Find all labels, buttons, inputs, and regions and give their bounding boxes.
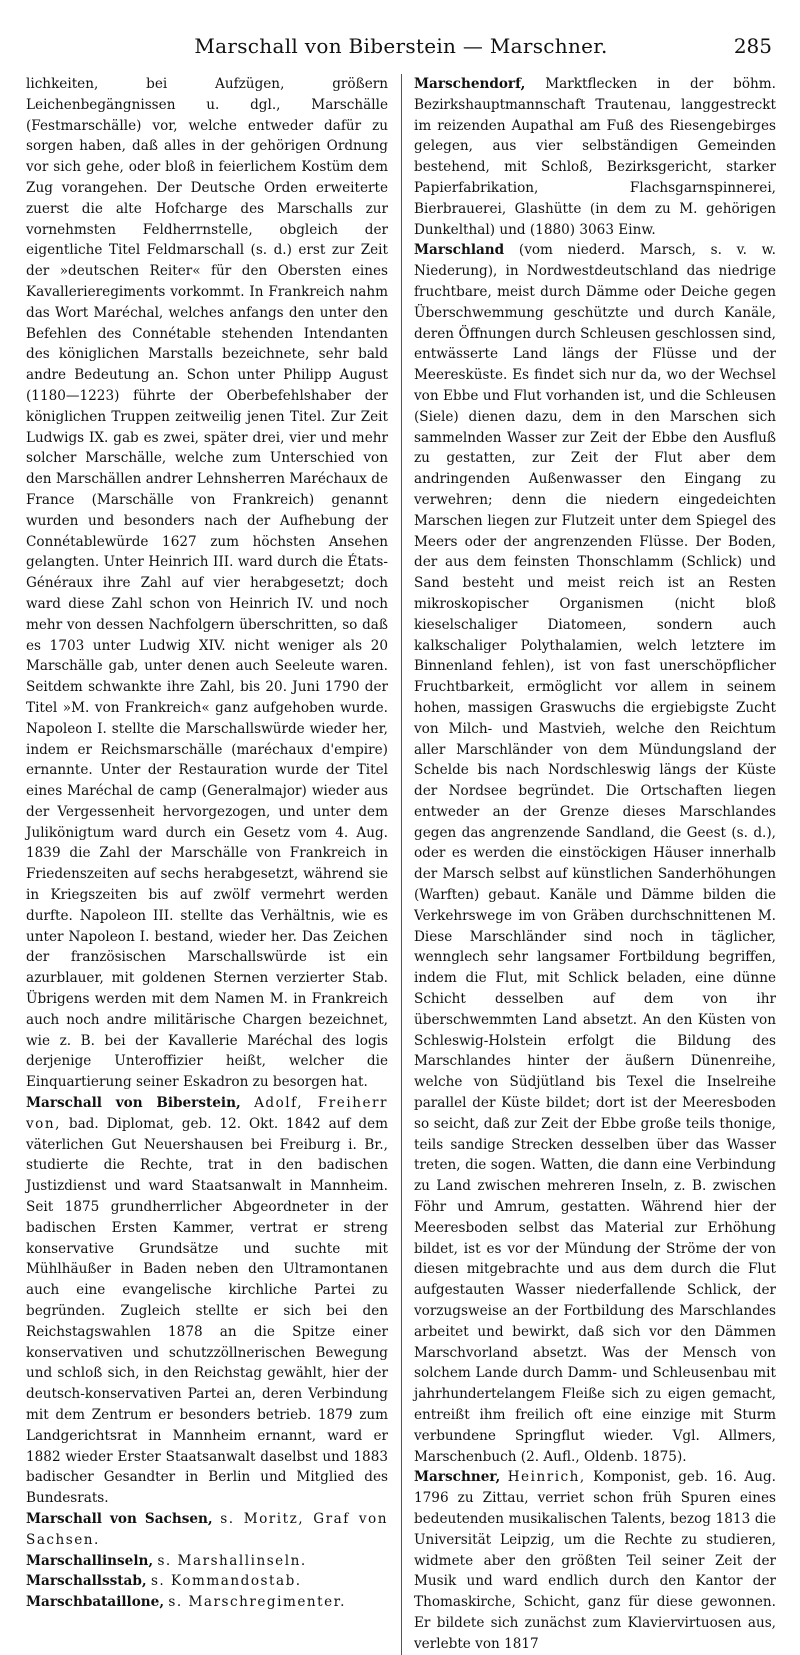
entry-marschallsstab: [26, 1571, 388, 1592]
entry-lemma: Marschner,: [414, 1469, 501, 1486]
page-number: 285: [733, 34, 772, 58]
entry-text: bad. Diplomat, geb. 12. Okt. 1842 auf dem väterlichen Gut Neuershausen bei Freiburg i. Br., studierte die Rechte, trat in den badischen Justizdienst und ward Staatsanwalt in Mannheim. Seit 1875 grundherrlicher Abgeordneter in der badischen Ersten Kammer, vertrat er streng konservative Grundsätze und suchte mit Mühlhäußer in Baden neben den Ultramontanen auch eine evangelische kirchliche Partei zu begründen. Zugleich stellte er sich bei den Reichstagswahlen 1878 an die Spitze einer konservativen und schutzzöllnerischen Bewegung und schloß sich, in den Reichstag gewählt, hier der deutsch-konservativen Partei an, deren Verbindung mit dem Zentrum er besonders betrieb. 1879 zum Landgerichtsrat in Mannheim ernannt, ward er 1882 wieder Erster Staatsanwalt daselbst und 1883 badischer Gesandter in Berlin und Mitglied des Bundesrats.: [26, 1115, 389, 1507]
entry-text: Komponist, geb. 16. Aug. 1796 zu Zittau, verriet schon früh Spuren eines bedeutenden musikalischen Talents, bezog 1813 die Universität Leipzig, um die Rechte zu studieren, widmete aber den größten Teil seiner Zeit der Musik und ward endlich durch den Kantor der Thomaskirche, Schicht, ganz für diese gewonnen. Er bildete sich zunächst zum Klaviervirtuosen aus, verlebte von 1817: [414, 1469, 777, 1652]
entry-name: Heinrich,: [507, 1469, 586, 1486]
entry-lemma: Marschbataillone,: [26, 1594, 165, 1611]
entry-reference: s. Marshallinseln.: [157, 1552, 307, 1569]
entry-marschendorf: [414, 74, 776, 240]
entry-text: Marktflecken in der böhm. Bezirkshauptmannschaft Trautenau, langgestreckt im reizenden Aupathal am Fuß des Riesengebirges gelegen, aus vier selbständigen Gemeinden bestehend, mit Schloß, Bezirksgericht, starker Papierfabrikation, Flachsgarnspinnerei, Bierbrauerei, Glashütte (in dem zu M. gehörigen Dunkelthal) und (1880) 3063 Einw.: [414, 76, 776, 238]
entry-lemma: Marschallsstab,: [26, 1573, 147, 1590]
entry-marschner: [414, 1467, 776, 1654]
left-column: [26, 74, 388, 1655]
entry-lemma: Marschendorf,: [414, 76, 526, 92]
entry-name: Adolf, Freiherr von,: [26, 1095, 388, 1132]
right-column: [414, 74, 776, 1655]
entry-reference: s. Marschregimenter.: [168, 1594, 346, 1611]
entry-lemma: Marschland: [414, 242, 505, 259]
paragraph-continuation: lichkeiten, bei Aufzügen, größern Leichenbegängnissen u. dgl., Marschälle (Festmarschälle) vor, welche entweder dafür zu sorgen haben, daß alles in der gehörigen Ordnung vor sich gehe, oder bloß in feierlichem Kostüm dem Zug vorangehen. Der Deutsche Orden erweiterte zuerst die alte Hofcharge des Marschalls zur vornehmsten Feldherrnstelle, obgleich der eigentliche Titel Feldmarschall (s. d.) erst zur Zeit der »deutschen Reiter« für den Obersten eines Kavallerieregiments vorkommt. In Frankreich nahm das Wort Maréchal, welches anfangs den unter den Befehlen des Connétable stehenden Intendanten des königlichen Marstalls bezeichnete, sehr bald andre Bedeutung an. Schon unter Philipp August (1180—1223) führte der Oberbefehlshaber der königlichen Truppen zeitweilig jenen Titel. Zur Zeit Ludwigs IX. gab es zwei, später drei, vier und mehr solcher Marschälle, welche zum Unterschied von den Marschällen andrer Lehnsherren Maréchaux de France (Marschälle von Frankreich) genannt wurden und besonders nach der Aufhebung der Connétablewürde 1627 zum höchsten Ansehen gelangten. Unter Heinrich III. ward durch die États-Généraux ihre Zahl auf vier herabgesetzt; doch ward diese Zahl schon von Heinrich IV. und noch mehr von dessen Nachfolgern überschritten, so daß es 1703 unter Ludwig XIV. nicht weniger als 20 Marschälle gab, unter denen auch Seeleute waren. Seitdem schwankte ihre Zahl, bis 20. Juni 1790 der Titel »M. von Frankreich« ganz aufgehoben wurde. Napoleon I. stellte die Marschallswürde wieder her, indem er Reichsmarschälle (maréchaux d'empire) ernannte. Unter der Restauration wurde der Titel eines Maréchal de camp (Generalmajor) wieder aus der Vergessenheit hervorgezogen, und unter dem Julikönigtum ward durch ein Gesetz vom 4. Aug. 1839 die Zahl der Marschälle von Frankreich in Friedenszeiten auf sechs herabgesetzt, während sie in Kriegszeiten bis auf zwölf vermehrt werden durfte. Napoleon III. stellte das Verhältnis, wie es unter Napoleon I. bestand, wieder her. Das Zeichen der französischen Marschallswürde ist ein azurblauer, mit goldenen Sternen verzierter Stab. Übrigens werden mit dem Namen M. in Frankreich auch noch andre militärische Chargen bezeichnet, wie z. B. bei der Kavallerie Maréchal des logis derjenige Unteroffizier heißt, welcher die Einquartierung seiner Eskadron zu besorgen hat.: [26, 76, 388, 1091]
running-title: Marschall von Biberstein — Marschner.: [194, 34, 608, 58]
text-columns: [26, 74, 776, 1655]
page-header: [26, 28, 776, 68]
entry-lemma: Marschall von Sachsen,: [26, 1510, 213, 1527]
column-divider: [401, 74, 402, 1655]
entry-reference: s. Kommandostab.: [150, 1573, 302, 1590]
entry-marschbataillone: [26, 1592, 388, 1613]
entry-marschland: [414, 240, 776, 1467]
entry-marschallinseln: [26, 1551, 388, 1572]
entry-marschall-von-sachsen: [26, 1509, 388, 1551]
entry-text: (vom niederd. Marsch, s. v. w. Niederung), in Nordwestdeutschland das niedrige fruchtbare, meist durch Dämme oder Deiche gegen Überschwemmung geschützte und durch Kanäle, deren Öffnungen durch Schleusen geschlossen sind, entwässerte Land längs der Flüsse und der Meeresküste. Es findet sich nur da, wo der Wechsel von Ebbe und Flut vorhanden ist, und die Schleusen (Siele) dienen dazu, dem in den Marschen sich sammelnden Wasser zur Zeit der Ebbe den Ausfluß zu gestatten, zur Zeit der Flut aber dem andringenden Außenwasser den Eingang zu verwehren; denn die niedern eingedeichten Marschen liegen zur Flutzeit unter dem Spiegel des Meers oder der angrenzenden Flüsse. Der Boden, der aus dem feinsten Thonschlamm (Schlick) und Sand besteht und meist reich ist an Resten mikroskopischer Organismen (nicht bloß kieselschaliger Diatomeen, sondern auch kalkschaliger Polythalamien, welch letztere im Binnenland fehlen), ist von fast unerschöpflicher Fruchtbarkeit, ermöglicht vor allem in seinem hohen, massigen Graswuchs die ergiebigste Zucht von Milch- und Mastvieh, welche den Reichtum aller Marschländer von dem Mündungsland der Schelde bis nach Nordschleswig längs der Küste der Nordsee begründet. Die Ortschaften liegen entweder an der Grenze dieses Marschlandes gegen das angrenzende Sandland, die Geest (s. d.), oder es werden die einstöckigen Häuser innerhalb der Marsch selbst auf künstlichen Sanderhöhungen (Warften) gebaut. Kanäle und Dämme bilden die Verkehrswege im von Gräben durchschnittenen M. Diese Marschländer sind noch in täglicher, wennglech sehr langsamer Fortbildung begriffen, indem die Flut, mit Schlick beladen, eine dünne Schicht desselben auf dem von ihr überschwemmten Land absetzt. An den Küsten von Schleswig-Holstein erfolgt die Bildung des Marschlandes hinter der äußern Dünenreihe, welche von Südjütland bis Texel die Inselreihe parallel der Küste bildet; dort ist der Meeresboden so seicht, daß zur Zeit der Ebbe große teils thonige, teils sandige Strecken desselben über das Wasser treten, die sogen. Watten, die dann eine Verbindung zu Land zwischen mehreren Inseln, z. B. zwischen Föhr und Amrum, gestatten. Während hier der Meeresboden selbst das Material zur Erhöhung bildet, ist es vor der Mündung der Ströme der von diesen mitgebrachte und aus dem durch die Flut aufgestauten Wasser niederfallende Schlick, der vorzugsweise an der Fortbildung des Marschlandes arbeitet und bewirkt, daß sich vor den Dämmen Marschvorland absetzt. Was der Mensch von solchem Lande durch Damm- und Schleusenbau mit jahrhundertelangem Fleiße sich zu eigen gemacht, entreißt ihm freilich oft eine einzige mit Sturm verbundene Springflut wieder. Vgl. Allmers, Marschenbuch (2. Aufl., Oldenb. 1875).: [414, 242, 776, 1465]
entry-lemma: Marschall von Biberstein,: [26, 1095, 241, 1112]
entry-marschall-von-biberstein: [26, 1093, 388, 1509]
entry-lemma: Marschallinseln,: [26, 1552, 154, 1569]
entry-reference: s. Moritz, Graf von Sachsen.: [26, 1510, 388, 1548]
